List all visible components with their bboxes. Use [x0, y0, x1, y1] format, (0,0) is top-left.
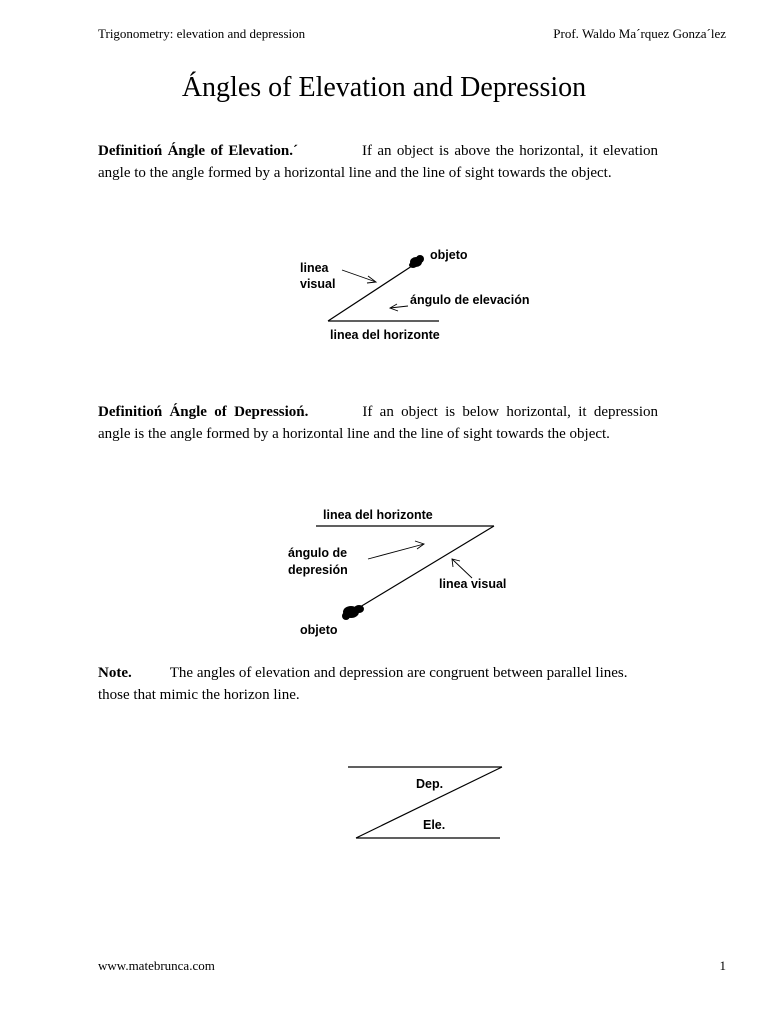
elevation-text-rest: elevation angle to the angle formed by a horizontal line and the line of sight towards the object. [98, 143, 658, 181]
depression-angle-arrow [368, 541, 424, 559]
elevation-text-first: If an object is above the horizontal, it [361, 143, 598, 159]
note-heading: Note. [98, 665, 132, 681]
depression-diagram [280, 500, 580, 642]
depression-label-angle-2: depresión [288, 563, 348, 577]
elevation-label-angle: ángulo de elevación [410, 293, 530, 307]
elevation-visual-arrow [342, 270, 376, 283]
congruence-label-dep: Dep. [416, 777, 444, 791]
footer-website: www.matebrunca.com [98, 958, 215, 973]
header-left: Trigonometry: elevation and depression [98, 26, 306, 41]
elevation-definition [98, 140, 658, 184]
note-text-rest: those that mimic the horizon line. [98, 687, 300, 703]
elevation-angle-arrow [390, 304, 408, 311]
elevation-sight-line [328, 264, 415, 321]
depression-label-object: objeto [300, 623, 338, 637]
elevation-heading: Definitioń Ángle of Elevation.´ [98, 143, 298, 159]
elevation-object-blob [409, 255, 424, 268]
elevation-label-visual-1: linea [300, 261, 329, 275]
congruence-diagram [340, 755, 520, 850]
note-text-first: The angles of elevation and depression are congruent between parallel lines. [169, 665, 628, 681]
depression-definition [98, 401, 658, 445]
congruence-label-ele: Ele. [423, 818, 446, 832]
page-title: Ángles of Elevation and Depression [181, 72, 587, 103]
depression-sight-line [355, 526, 494, 610]
depression-text-rest: depression angle is the angle formed by a horizontal line and the line of sight towards the object. [98, 404, 659, 442]
elevation-diagram [280, 238, 580, 350]
depression-label-angle-1: ángulo de [288, 546, 348, 560]
header-right: Prof. Waldo Ma´rquez Gonza´lez [553, 26, 726, 41]
elevation-label-visual-2: visual [300, 277, 336, 291]
depression-visual-arrow [452, 559, 472, 578]
depression-label-visual: linea visual [439, 577, 507, 591]
elevation-label-horizon: linea del horizonte [330, 328, 440, 342]
elevation-label-object: objeto [430, 248, 468, 262]
page-number: 1 [719, 958, 726, 973]
depression-label-horizon: linea del horizonte [323, 508, 433, 522]
depression-heading: Definitioń Ángle of Depressioń. [98, 404, 309, 420]
note-paragraph [98, 662, 728, 706]
depression-object-blob [342, 605, 364, 620]
depression-text-first: If an object is below horizontal, it [362, 404, 587, 420]
